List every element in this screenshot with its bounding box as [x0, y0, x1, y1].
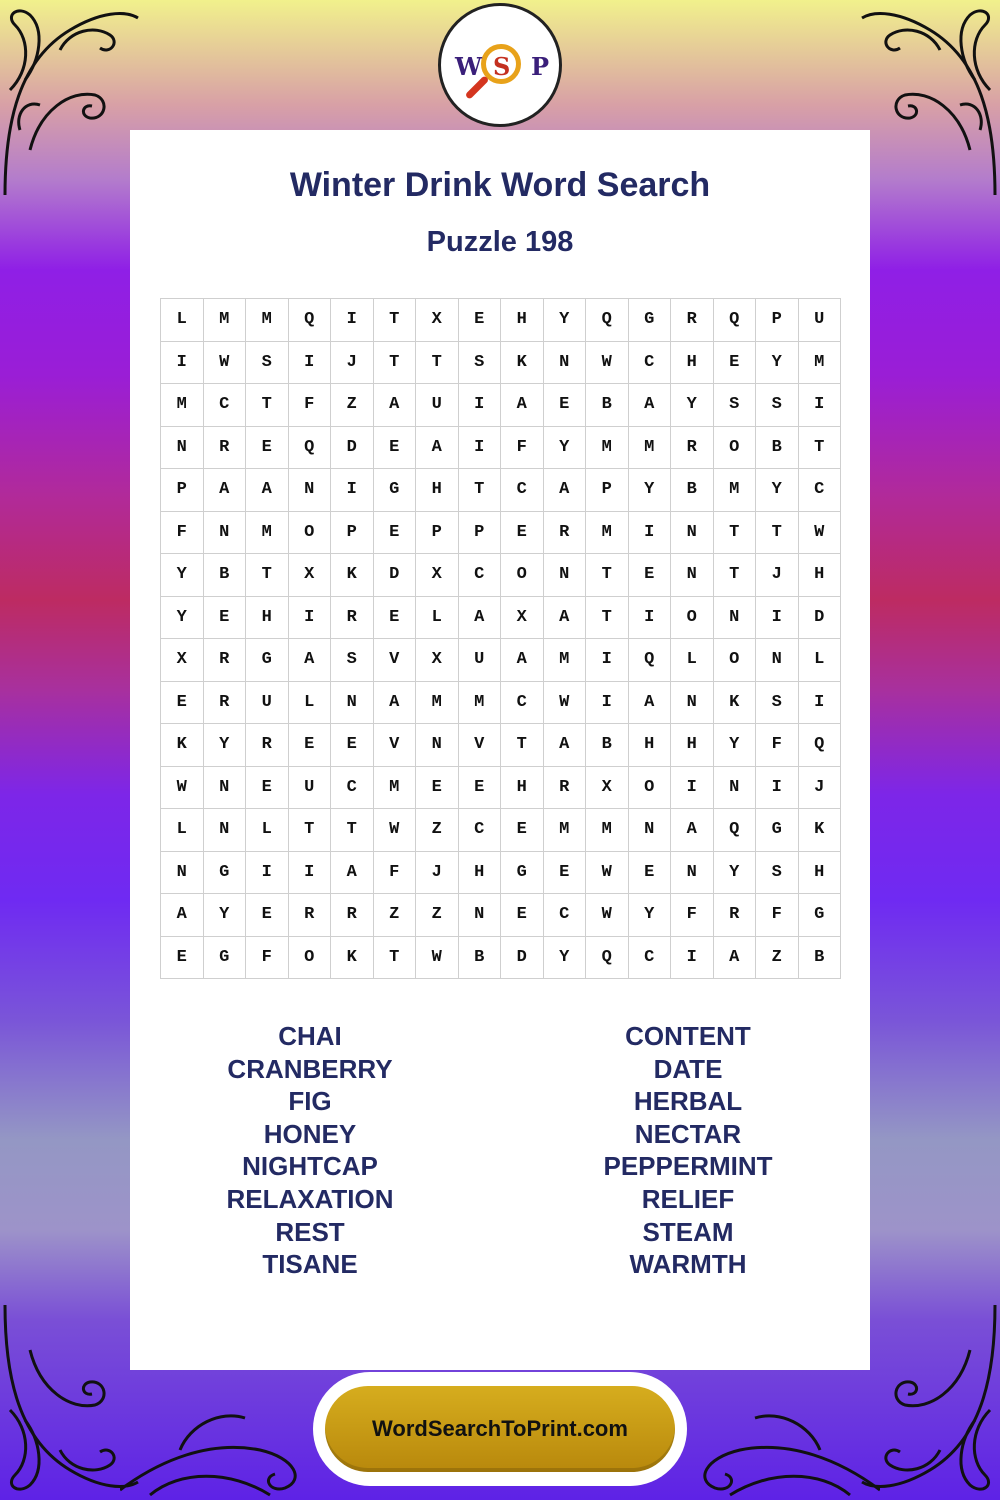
grid-cell: Y [544, 427, 587, 470]
grid-cell: A [544, 597, 587, 640]
grid-cell: C [544, 894, 587, 937]
grid-cell: U [246, 682, 289, 725]
grid-cell: K [161, 724, 204, 767]
grid-cell: Q [289, 299, 332, 342]
grid-cell: A [204, 469, 247, 512]
grid-cell: A [246, 469, 289, 512]
grid-cell: N [544, 554, 587, 597]
grid-cell: C [629, 937, 672, 980]
grid-cell: N [204, 512, 247, 555]
logo-letter: P [531, 52, 550, 81]
grid-cell: L [161, 299, 204, 342]
corner-ornament-icon [860, 0, 1000, 200]
grid-cell: W [374, 809, 417, 852]
grid-cell: X [416, 299, 459, 342]
word-list-item: CONTENT [625, 1021, 751, 1051]
grid-cell: E [161, 937, 204, 980]
grid-cell: T [374, 342, 417, 385]
grid-cell: H [459, 852, 502, 895]
grid-cell: R [204, 682, 247, 725]
grid-cell: Z [331, 384, 374, 427]
word-list-item: HONEY [263, 1118, 357, 1149]
grid-cell: R [544, 512, 587, 555]
grid-cell: O [289, 512, 332, 555]
grid-cell: M [161, 384, 204, 427]
grid-cell: C [501, 682, 544, 725]
grid-cell: M [374, 767, 417, 810]
grid-cell: Q [586, 937, 629, 980]
grid-cell: T [459, 469, 502, 512]
word-list-item: PEPPERMINT [603, 1151, 773, 1182]
grid-cell: V [374, 724, 417, 767]
grid-cell: C [501, 469, 544, 512]
grid-cell: N [204, 767, 247, 810]
grid-cell: L [799, 639, 842, 682]
grid-cell: R [671, 299, 714, 342]
grid-cell: A [501, 639, 544, 682]
word-list-item: NECTAR [634, 1118, 742, 1149]
grid-cell: Y [714, 852, 757, 895]
grid-cell: O [714, 427, 757, 470]
grid-cell: E [629, 554, 672, 597]
word-list-item: RELAXATION [226, 1183, 394, 1214]
word-list-right [503, 1020, 873, 1281]
grid-cell: M [586, 427, 629, 470]
grid-cell: F [756, 894, 799, 937]
grid-cell: D [501, 937, 544, 980]
grid-cell: I [289, 342, 332, 385]
grid-cell: T [374, 937, 417, 980]
grid-cell: S [756, 682, 799, 725]
grid-cell: G [799, 894, 842, 937]
word-list-item: CRANBERRY [227, 1053, 393, 1084]
site-badge [313, 1372, 687, 1486]
grid-cell: E [374, 512, 417, 555]
grid-cell: E [714, 342, 757, 385]
grid-cell: A [331, 852, 374, 895]
grid-cell: Y [161, 554, 204, 597]
grid-cell: I [629, 597, 672, 640]
corner-ornament-icon [0, 0, 140, 200]
logo-letter: W [455, 52, 482, 81]
grid-cell: Y [629, 469, 672, 512]
grid-cell: V [374, 639, 417, 682]
corner-ornament-icon [860, 1300, 1000, 1500]
grid-cell: R [331, 894, 374, 937]
grid-cell: I [586, 682, 629, 725]
grid-cell: J [799, 767, 842, 810]
grid-cell: I [629, 512, 672, 555]
grid-cell: Z [756, 937, 799, 980]
word-list-item: HERBAL [633, 1086, 743, 1117]
grid-cell: E [246, 767, 289, 810]
word-list-item: REST [275, 1216, 345, 1247]
grid-cell: P [331, 512, 374, 555]
grid-cell: N [671, 682, 714, 725]
site-link[interactable]: WordSearchToPrint.com [325, 1386, 675, 1472]
grid-cell: A [544, 469, 587, 512]
grid-cell: I [459, 427, 502, 470]
grid-cell: S [246, 342, 289, 385]
grid-cell: I [671, 767, 714, 810]
grid-cell: B [756, 427, 799, 470]
grid-cell: J [331, 342, 374, 385]
grid-cell: B [586, 384, 629, 427]
grid-cell: J [416, 852, 459, 895]
grid-cell: M [204, 299, 247, 342]
grid-cell: G [629, 299, 672, 342]
grid-cell: P [459, 512, 502, 555]
grid-cell: G [204, 937, 247, 980]
grid-cell: D [331, 427, 374, 470]
grid-cell: M [714, 469, 757, 512]
grid-cell: R [204, 427, 247, 470]
grid-cell: I [161, 342, 204, 385]
grid-cell: W [586, 894, 629, 937]
grid-cell: I [289, 597, 332, 640]
grid-cell: Q [629, 639, 672, 682]
grid-cell: A [629, 682, 672, 725]
grid-cell: C [629, 342, 672, 385]
grid-cell: L [671, 639, 714, 682]
grid-cell: H [671, 724, 714, 767]
grid-cell: K [331, 554, 374, 597]
grid-cell: A [374, 682, 417, 725]
grid-cell: W [544, 682, 587, 725]
grid-cell: I [586, 639, 629, 682]
grid-cell: A [459, 597, 502, 640]
grid-cell: N [671, 554, 714, 597]
grid-cell: L [289, 682, 332, 725]
grid-cell: C [331, 767, 374, 810]
grid-cell: C [459, 554, 502, 597]
grid-cell: I [799, 384, 842, 427]
grid-cell: E [544, 384, 587, 427]
grid-cell: O [714, 639, 757, 682]
grid-cell: T [416, 342, 459, 385]
grid-cell: T [756, 512, 799, 555]
grid-cell: I [756, 597, 799, 640]
grid-cell: A [161, 894, 204, 937]
puzzle-card [130, 130, 870, 1370]
grid-cell: I [799, 682, 842, 725]
grid-cell: U [416, 384, 459, 427]
word-list-item: TISANE [262, 1249, 358, 1280]
grid-cell: B [799, 937, 842, 980]
grid-cell: O [629, 767, 672, 810]
grid-cell: P [756, 299, 799, 342]
grid-cell: R [671, 427, 714, 470]
grid-cell: Y [629, 894, 672, 937]
grid-cell: H [501, 299, 544, 342]
grid-cell: T [289, 809, 332, 852]
grid-cell: N [629, 809, 672, 852]
grid-cell: K [714, 682, 757, 725]
grid-cell: E [374, 427, 417, 470]
grid-cell: K [331, 937, 374, 980]
grid-cell: T [246, 384, 289, 427]
grid-cell: L [161, 809, 204, 852]
grid-cell: W [586, 342, 629, 385]
grid-cell: N [544, 342, 587, 385]
grid-cell: T [586, 597, 629, 640]
grid-cell: E [331, 724, 374, 767]
grid-cell: Y [544, 299, 587, 342]
grid-cell: E [246, 427, 289, 470]
grid-cell: H [799, 852, 842, 895]
grid-cell: Z [416, 894, 459, 937]
grid-cell: T [714, 554, 757, 597]
grid-cell: L [246, 809, 289, 852]
corner-ornament-icon [0, 1300, 140, 1500]
grid-cell: Y [714, 724, 757, 767]
grid-cell: Q [714, 299, 757, 342]
letter-grid [160, 298, 841, 979]
grid-cell: J [756, 554, 799, 597]
grid-cell: N [161, 427, 204, 470]
grid-cell: E [416, 767, 459, 810]
grid-cell: P [586, 469, 629, 512]
grid-cell: E [289, 724, 332, 767]
grid-cell: Q [586, 299, 629, 342]
grid-cell: Z [416, 809, 459, 852]
grid-cell: F [671, 894, 714, 937]
grid-cell: P [416, 512, 459, 555]
wsp-logo [438, 3, 562, 127]
grid-cell: R [331, 597, 374, 640]
logo-letter: S [493, 52, 511, 81]
grid-cell: G [204, 852, 247, 895]
grid-cell: S [756, 852, 799, 895]
grid-cell: N [671, 852, 714, 895]
grid-cell: E [161, 682, 204, 725]
grid-cell: N [331, 682, 374, 725]
grid-cell: G [756, 809, 799, 852]
grid-cell: K [501, 342, 544, 385]
grid-cell: X [416, 554, 459, 597]
grid-cell: N [459, 894, 502, 937]
grid-cell: E [501, 809, 544, 852]
grid-cell: B [671, 469, 714, 512]
page-title: Winter Drink Word Search [289, 166, 711, 204]
grid-cell: N [289, 469, 332, 512]
grid-cell: W [204, 342, 247, 385]
grid-cell: W [161, 767, 204, 810]
grid-cell: X [586, 767, 629, 810]
grid-cell: G [501, 852, 544, 895]
grid-cell: H [246, 597, 289, 640]
grid-cell: N [204, 809, 247, 852]
grid-cell: F [501, 427, 544, 470]
grid-cell: A [629, 384, 672, 427]
grid-cell: I [246, 852, 289, 895]
grid-cell: T [331, 809, 374, 852]
grid-cell: W [586, 852, 629, 895]
grid-cell: E [501, 512, 544, 555]
grid-cell: I [756, 767, 799, 810]
grid-cell: F [289, 384, 332, 427]
grid-cell: H [629, 724, 672, 767]
grid-cell: E [204, 597, 247, 640]
grid-cell: T [799, 427, 842, 470]
grid-cell: I [671, 937, 714, 980]
grid-cell: M [586, 512, 629, 555]
grid-cell: A [501, 384, 544, 427]
grid-cell: Y [756, 342, 799, 385]
grid-cell: A [416, 427, 459, 470]
grid-cell: O [671, 597, 714, 640]
word-list-left [125, 1020, 495, 1281]
grid-cell: Q [289, 427, 332, 470]
grid-cell: E [629, 852, 672, 895]
grid-cell: A [289, 639, 332, 682]
grid-cell: F [756, 724, 799, 767]
grid-cell: A [544, 724, 587, 767]
grid-cell: T [374, 299, 417, 342]
grid-cell: Q [714, 809, 757, 852]
grid-cell: N [161, 852, 204, 895]
grid-cell: H [799, 554, 842, 597]
grid-cell: R [714, 894, 757, 937]
grid-cell: A [374, 384, 417, 427]
grid-cell: T [586, 554, 629, 597]
grid-cell: F [161, 512, 204, 555]
grid-cell: I [331, 299, 374, 342]
grid-cell: X [501, 597, 544, 640]
word-list-item: RELIEF [641, 1183, 735, 1214]
grid-cell: A [671, 809, 714, 852]
grid-cell: N [756, 639, 799, 682]
grid-cell: E [459, 299, 502, 342]
bottom-scroll-ornament-icon [660, 1370, 880, 1500]
grid-cell: V [459, 724, 502, 767]
grid-cell: N [416, 724, 459, 767]
grid-cell: U [799, 299, 842, 342]
grid-cell: S [459, 342, 502, 385]
grid-cell: X [416, 639, 459, 682]
grid-cell: E [501, 894, 544, 937]
word-list-item: NIGHTCAP [242, 1151, 378, 1182]
grid-cell: M [416, 682, 459, 725]
grid-cell: N [671, 512, 714, 555]
word-list-item: DATE [653, 1053, 723, 1084]
word-list-item: CHAI [278, 1021, 342, 1051]
grid-cell: T [714, 512, 757, 555]
grid-cell: C [799, 469, 842, 512]
grid-cell: K [799, 809, 842, 852]
word-list-item: WARMTH [629, 1249, 747, 1280]
grid-cell: H [501, 767, 544, 810]
grid-cell: Y [204, 894, 247, 937]
grid-cell: Z [374, 894, 417, 937]
grid-cell: W [416, 937, 459, 980]
grid-cell: S [756, 384, 799, 427]
grid-cell: I [331, 469, 374, 512]
grid-cell: O [289, 937, 332, 980]
grid-cell: N [714, 597, 757, 640]
grid-cell: X [161, 639, 204, 682]
grid-cell: I [459, 384, 502, 427]
word-list-item: FIG [288, 1086, 332, 1117]
grid-cell: G [374, 469, 417, 512]
word-list-item: STEAM [642, 1216, 734, 1247]
grid-cell: R [246, 724, 289, 767]
grid-cell: A [714, 937, 757, 980]
grid-cell: T [246, 554, 289, 597]
grid-cell: M [246, 299, 289, 342]
grid-cell: R [204, 639, 247, 682]
grid-cell: M [799, 342, 842, 385]
bottom-scroll-ornament-icon [120, 1370, 340, 1500]
grid-cell: P [161, 469, 204, 512]
grid-cell: Y [204, 724, 247, 767]
grid-cell: X [289, 554, 332, 597]
grid-cell: Q [799, 724, 842, 767]
puzzle-number: Puzzle 198 [426, 226, 574, 258]
grid-cell: B [586, 724, 629, 767]
grid-cell: F [246, 937, 289, 980]
grid-cell: M [544, 809, 587, 852]
grid-cell: B [459, 937, 502, 980]
grid-cell: R [544, 767, 587, 810]
grid-cell: H [416, 469, 459, 512]
grid-cell: L [416, 597, 459, 640]
grid-cell: T [501, 724, 544, 767]
grid-cell: O [501, 554, 544, 597]
grid-cell: U [289, 767, 332, 810]
grid-cell: M [586, 809, 629, 852]
grid-cell: F [374, 852, 417, 895]
grid-cell: R [289, 894, 332, 937]
grid-cell: G [246, 639, 289, 682]
grid-cell: H [671, 342, 714, 385]
grid-cell: S [714, 384, 757, 427]
grid-cell: W [799, 512, 842, 555]
grid-cell: B [204, 554, 247, 597]
grid-cell: E [374, 597, 417, 640]
grid-cell: E [246, 894, 289, 937]
grid-cell: I [289, 852, 332, 895]
grid-cell: Y [756, 469, 799, 512]
grid-cell: Y [161, 597, 204, 640]
grid-cell: Y [544, 937, 587, 980]
grid-cell: U [459, 639, 502, 682]
grid-cell: E [544, 852, 587, 895]
grid-cell: M [544, 639, 587, 682]
grid-cell: D [374, 554, 417, 597]
grid-cell: Y [671, 384, 714, 427]
grid-cell: N [714, 767, 757, 810]
grid-cell: C [204, 384, 247, 427]
grid-cell: M [629, 427, 672, 470]
grid-cell: E [459, 767, 502, 810]
grid-cell: C [459, 809, 502, 852]
grid-cell: M [459, 682, 502, 725]
grid-cell: S [331, 639, 374, 682]
grid-cell: D [799, 597, 842, 640]
grid-cell: M [246, 512, 289, 555]
